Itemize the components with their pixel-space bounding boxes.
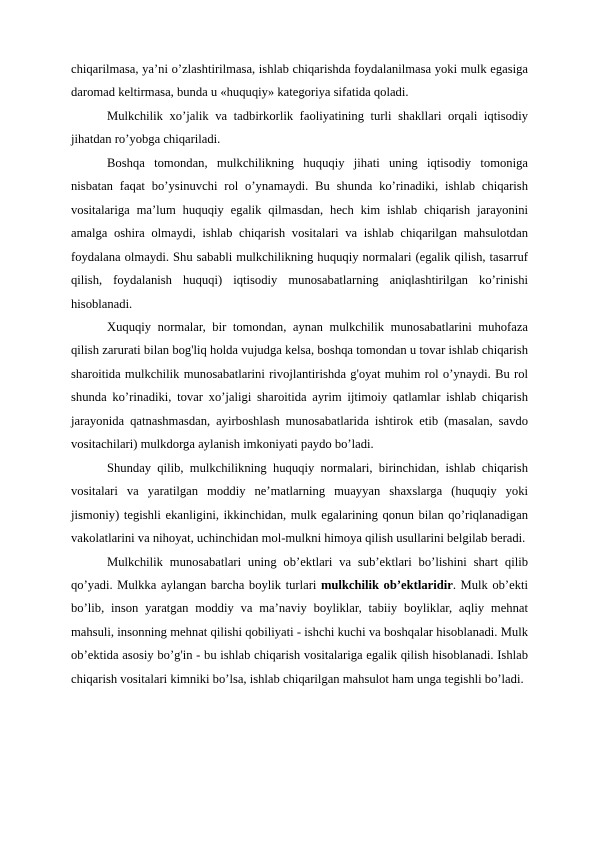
body-paragraph [71, 551, 528, 692]
body-paragraph [71, 58, 528, 105]
body-paragraph [71, 316, 528, 457]
paragraph-text: Mulkchilik munosabatlari uning ob’ektlari va sub’ektlari bo’lishini shart qilib qo’yadi. Mulkka aylangan barcha boylik turlari [71, 554, 528, 592]
bold-term: mulkchilik ob’ektlaridir [320, 577, 453, 592]
paragraph-text: Shunday qilib, mulkchilikning huquqiy normalari, birinchidan, ishlab chiqarish vositalari va yaratilgan moddiy ne’matlarning muayyan shaxslarga (huquqiy yoki jismoniy) tegishli ekanligini, ikkinchidan, mulk egalarining qonun bilan qo’riqlanadigan vakolatlarini va nihoyat, uchinchidan mol-mulkni himoya qilish usullarini belgilab beradi. [71, 460, 528, 546]
document-page [71, 58, 528, 691]
paragraph-text: Mulkchilik xo’jalik va tadbirkorlik faoliyatining turli shakllari orqali iqtisodiy jihatdan ro’yobga chiqariladi. [71, 108, 528, 147]
body-paragraph [71, 105, 528, 152]
body-paragraph [71, 152, 528, 316]
paragraph-text: Boshqa tomondan, mulkchilikning huquqiy jihati uning iqtisodiy tomoniga nisbatan faqat bo’ysinuvchi rol o’ynamaydi. Bu shunda ko’rinadiki, ishlab chiqarish vositalariga ma’lum huquqiy egalik qilmasdan, hech kim ishlab chiqarish jarayonini amalga oshira olmaydi, ishlab chiqarish vositalari va ishlab chiqarilgan mahsulotdan foydalana olmaydi. Shu sababli mulkchilikning huquqiy normalari (egalik qilish, tasarruf qilish, foydalanish huquqi) iqtisodiy munosabatlarning aniqlashtirilgan ko’rinishi hisoblanadi. [71, 155, 528, 311]
body-paragraph [71, 457, 528, 551]
paragraph-text: Xuquqiy normalar, bir tomondan, aynan mulkchilik munosabatlarini muhofaza qilish zarurati bilan bog'liq holda vujudga kelsa, boshqa tomondan u tovar ishlab chiqarish sharoitida mulkchilik munosabatlarini rivojlantirishda g'oyat muhim rol o’ynaydi. Bu rol shunda ko’rinadiki, tovar xo’jaligi sharoitida ayrim ijtimoiy qatlamlar ishlab chiqarish jarayonida qatnashmasdan, ayirboshlash munosabatlarida ishtirok etib (masalan, savdo vositachilari) mulkdorga aylanish imkoniyati paydo bo’ladi. [71, 319, 528, 452]
paragraph-text: . Mulk ob’ekti bo’lib, inson yaratgan moddiy va ma’naviy boyliklar, tabiiy boyliklar, aqliy mehnat mahsuli, insonning mehnat qilishi qobiliyati - ishchi kuchi va boshqalar hisoblanadi. Mulk ob’ektida asosiy bo’g'in - bu ishlab chiqarish vositalariga egalik qilish hisoblanadi. Ishlab chiqarish vositalari kimniki bo’lsa, ishlab chiqarilgan mahsulot ham unga tegishli bo’ladi. [71, 577, 528, 686]
paragraph-text: chiqarilmasa, ya’ni o’zlashtirilmasa, ishlab chiqarishda foydalanilmasa yoki mulk egasiga daromad keltirmasa, bunda u «huquqiy» kategoriya sifatida qoladi. [71, 62, 528, 100]
